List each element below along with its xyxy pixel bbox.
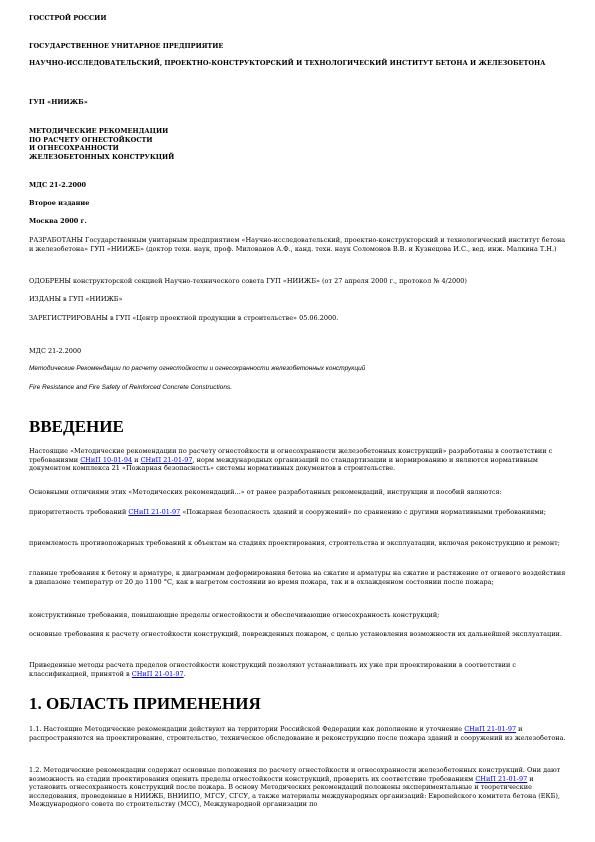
snip-21-01-97-link[interactable]: СНиП 21-01-97 xyxy=(131,669,184,678)
snip-21-01-97-link[interactable]: СНиП 21-01-97 xyxy=(128,508,181,516)
section-1-heading: 1. ОБЛАСТЬ ПРИМЕНЕНИЯ xyxy=(29,694,261,713)
intro-p1-text-a: Настоящие «Методические рекомендации по расчету огнестойкости и огнесохранности железобетонных конструкций» разработаны в соответствии с требованиями xyxy=(29,447,553,464)
intro-paragraph-1 xyxy=(29,447,569,473)
intro-paragraph-3 xyxy=(29,508,569,517)
doc-title-line-3: И ОГНЕСОХРАННОСТИ xyxy=(29,144,119,153)
s1-p1-text-a: 1.1. Настоящие Методические рекомендации действуют на территории Российской Федерации как дополнение и уточнение xyxy=(29,725,465,733)
doc-place-year: Москва 2000 г. xyxy=(29,217,87,225)
s1-p2-text-b: и установить огнесохранность конструкций после пожара. В основу Методических рекомендаций положены экспериментальные и теоретические исследования, проведенные в НИИЖБ, ВНИИПО, МГСУ, СГСУ, а также материалы международных организаций: Европейского комитета бетона (ЕКБ), Международного совета по строительству (МСС), Международной организации по xyxy=(29,774,560,809)
approved-by: ОДОБРЕНЫ конструкторской секцией Научно-технического совета ГУП «НИИЖБ» (от 27 апреля 2000 г., протокол № 4/2000) xyxy=(29,277,467,285)
intro-p1-text-c: , норм международных организаций по стандартизации и нормированию и являются нормативным документом комплекса 21 «Пожарная безопасность» системы нормативных документов в строительстве. xyxy=(29,455,538,473)
published-by: ИЗДАНЫ в ГУП «НИИЖБ» xyxy=(29,295,123,303)
org-name-1: ГОССТРОЙ РОССИИ xyxy=(29,14,107,22)
doc-title xyxy=(29,127,569,161)
section-1-paragraph-1 xyxy=(29,725,569,742)
org-name-2: ГОСУДАРСТВЕННОЕ УНИТАРНОЕ ПРЕДПРИЯТИЕ xyxy=(29,42,224,50)
org-abbr: ГУП «НИИЖБ» xyxy=(29,98,88,106)
doc-edition: Второе издание xyxy=(29,199,90,207)
developed-by: РАЗРАБОТАНЫ Государственным унитарным предприятием «Научно-исследовательский, проектно-конструкторский и технологический институт бетона и железобетона» ГУП «НИИЖБ» (доктор техн. наук, проф. Милованов А.Ф., канд. техн. наук Соломонов В.В. и Кузнецова И.С., вед. инж. Малкина Т.Н.) xyxy=(29,236,566,253)
org-name-3: НАУЧНО-ИССЛЕДОВАТЕЛЬСКИЙ, ПРОЕКТНО-КОНСТРУКТОРСКИЙ И ТЕХНОЛОГИЧЕСКИЙ ИНСТИТУТ БЕТОНА И ЖЕЛЕЗОБЕТОНА xyxy=(29,59,546,67)
intro-p3-text-a: приоритетность требований xyxy=(29,508,129,516)
intro-paragraph-8 xyxy=(29,661,569,678)
snip-10-01-94-link[interactable]: СНиП 10-01-94 xyxy=(80,455,133,464)
snip-21-01-97-link[interactable]: СНиП 21-01-97 xyxy=(475,774,528,783)
intro-heading: ВВЕДЕНИЕ xyxy=(29,417,124,436)
doc-code: МДС 21-2.2000 xyxy=(29,181,87,189)
doc-title-line-1: МЕТОДИЧЕСКИЕ РЕКОМЕНДАЦИИ xyxy=(29,127,169,135)
registered-by: ЗАРЕГИСТРИРОВАНЫ в ГУП «Центр проектной продукции в строительстве» 05.06.2000. xyxy=(29,314,339,322)
intro-paragraph-6: конструктивные требования, повышающие пределы огнестойкости и обеспечивающие огнесохранность конструкций; xyxy=(29,611,440,619)
intro-p1-text-b: и xyxy=(132,455,141,464)
russian-title: Методические Рекомендации по расчету огнестойкости и огнесохранности железобетонных конструкций xyxy=(29,365,366,372)
intro-p3-text-b: «Пожарная безопасность зданий и сооружений» по сравнению с другими нормативными требованиями; xyxy=(180,508,546,516)
doc-code-2: МДС 21-2.2000 xyxy=(29,347,82,355)
intro-p8-text-b: . xyxy=(183,669,186,678)
snip-21-01-97-link[interactable]: СНиП 21-01-97 xyxy=(140,455,193,464)
doc-title-line-4: ЖЕЛЕЗОБЕТОННЫХ КОНСТРУКЦИЙ xyxy=(29,152,175,161)
s1-p2-text-a: 1.2. Методические рекомендации содержат основные положения по расчету огнестойкости и огнесохранности железобетонных конструкций. Они дают возможность на стадии проектирования оценить пределы огнестойкости конструкций, проверить их соответствие требованиям xyxy=(29,766,561,783)
section-1-paragraph-2 xyxy=(29,766,569,809)
intro-paragraph-4: приемлемость противопожарных требований к объектам на стадиях проектирования, строительства и эксплуатации, включая реконструкцию и ремонт; xyxy=(29,539,560,547)
snip-21-01-97-link[interactable]: СНиП 21-01-97 xyxy=(464,725,517,733)
s1-p1-text-b: и распространяются на проектирование, строительство, техническое обследование и реконструкцию после пожара зданий и сооружений из железобетона. xyxy=(29,725,566,742)
intro-paragraph-2: Основными отличиями этих «Методических рекомендаций...» от ранее разработанных рекомендаций, инструкции и пособий являются: xyxy=(29,488,502,496)
intro-p8-text-a: Приведенные методы расчета пределов огнестойкости конструкций позволяют устанавливать их уже при проектировании в соответствии с классификацией, принятой в xyxy=(29,661,516,678)
intro-paragraph-7: основные требования к расчету огнестойкости конструкций, поврежденных пожаром, с целью установления возможности их дальнейшей эксплуатации. xyxy=(29,630,562,638)
doc-title-line-2: ПО РАСЧЕТУ ОГНЕСТОЙКОСТИ xyxy=(29,135,153,144)
intro-paragraph-5: главные требования к бетону и арматуре, к диаграммам деформирования бетона на сжатие и арматуры на сжатие и растяжение от огневого воздействия в диапазоне температур от 20 до 1100 °С, как в нагретом состоянии во время пожара, так и в охлажденном состоянии после пожара; xyxy=(29,569,566,586)
english-title: Fire Resistance and Fire Safety of Reinforced Concrete Constructions. xyxy=(29,384,233,391)
